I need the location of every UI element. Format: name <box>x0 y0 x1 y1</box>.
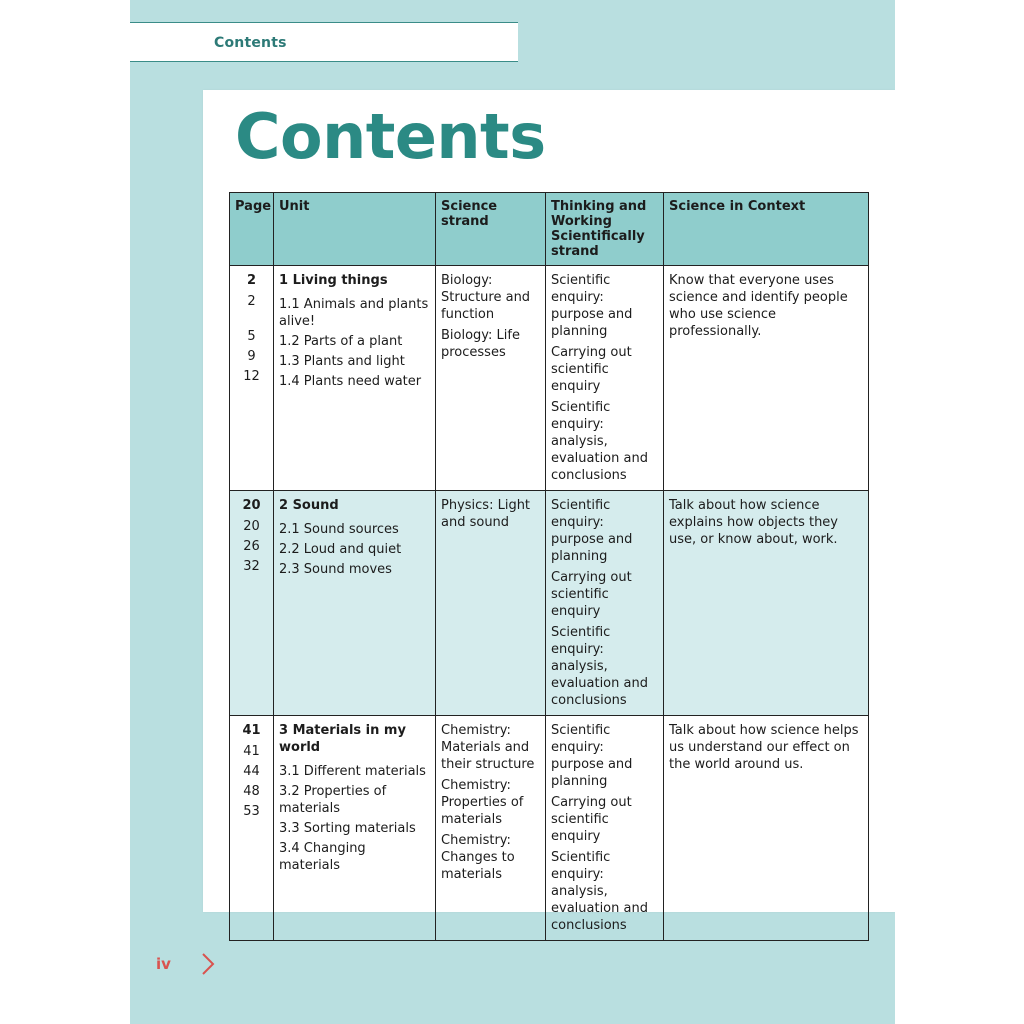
tws-item: Scientific enquiry: analysis, evaluation and conclusions <box>551 625 648 708</box>
subunit-page: 48 <box>243 784 260 799</box>
contents-table <box>229 192 869 941</box>
chevron-right-icon <box>200 951 216 984</box>
science-context-cell <box>664 716 869 941</box>
tws-item: Scientific enquiry: purpose and planning <box>551 273 633 339</box>
unit-page: 41 <box>242 723 261 738</box>
strand-item: Biology: Life processes <box>441 328 520 360</box>
subunit-title: 3.2 Properties of materials <box>279 784 387 816</box>
subunit-page: 12 <box>243 369 260 384</box>
subunit-title: 1.2 Parts of a plant <box>279 334 403 349</box>
context-text: Know that everyone uses science and identify people who use science professionally. <box>669 273 848 339</box>
header-science-context: Science in Context <box>664 193 869 266</box>
strand-item: Chemistry: Changes to materials <box>441 833 515 882</box>
header-thinking-working: Thinking and Working Scientifically strand <box>546 193 664 266</box>
subunit-title: 2.3 Sound moves <box>279 562 392 577</box>
science-strand-cell <box>436 491 546 716</box>
book-page <box>130 0 895 1024</box>
thinking-working-cell <box>546 491 664 716</box>
subunit-title: 1.3 Plants and light <box>279 354 405 369</box>
unit-cell <box>274 716 436 941</box>
subunit-page: 41 <box>243 744 260 759</box>
tws-item: Scientific enquiry: analysis, evaluation and conclusions <box>551 850 648 933</box>
page-cell <box>230 716 274 941</box>
subunit-title: 1.4 Plants need water <box>279 374 422 389</box>
unit-page: 20 <box>242 498 261 513</box>
subunit-page: 44 <box>243 764 260 779</box>
tws-item: Scientific enquiry: analysis, evaluation and conclusions <box>551 400 648 483</box>
page-cell <box>230 266 274 491</box>
content-sheet <box>203 90 895 933</box>
page-title: Contents <box>235 100 546 173</box>
unit-title: 2 Sound <box>279 498 339 513</box>
strand-item: Chemistry: Materials and their structure <box>441 723 535 772</box>
subunit-page: 26 <box>243 539 260 554</box>
subunit-page: 32 <box>243 559 260 574</box>
tws-item: Scientific enquiry: purpose and planning <box>551 723 633 789</box>
science-context-cell <box>664 491 869 716</box>
strand-item: Physics: Light and sound <box>441 498 531 530</box>
context-text: Talk about how science helps us understand our effect on the world around us. <box>669 723 859 772</box>
tws-item: Scientific enquiry: purpose and planning <box>551 498 633 564</box>
subunit-page: 2 <box>247 294 256 309</box>
subunit-title: 1.1 Animals and plants alive! <box>279 297 429 329</box>
tws-item: Carrying out scientific enquiry <box>551 570 632 619</box>
strand-item: Chemistry: Properties of materials <box>441 778 524 827</box>
table-row <box>230 491 869 716</box>
thinking-working-cell <box>546 716 664 941</box>
page-cell <box>230 491 274 716</box>
unit-cell <box>274 491 436 716</box>
unit-title: 1 Living things <box>279 273 388 288</box>
table-row <box>230 266 869 491</box>
table-row <box>230 716 869 941</box>
page-number: iv <box>156 955 171 973</box>
subunit-title: 2.2 Loud and quiet <box>279 542 402 557</box>
chevron-right-icon-svg <box>200 951 216 977</box>
unit-cell <box>274 266 436 491</box>
science-strand-cell <box>436 266 546 491</box>
header-unit: Unit <box>274 193 436 266</box>
subunit-title: 2.1 Sound sources <box>279 522 399 537</box>
unit-page: 2 <box>246 273 257 288</box>
table-header-row <box>230 193 869 266</box>
subunit-page: 5 <box>247 329 256 344</box>
unit-title: 3 Materials in my world <box>279 723 406 755</box>
tws-item: Carrying out scientific enquiry <box>551 795 632 844</box>
strand-item: Biology: Structure and function <box>441 273 531 322</box>
subunit-page: 20 <box>243 519 260 534</box>
subunit-title: 3.1 Different materials <box>279 764 426 779</box>
thinking-working-cell <box>546 266 664 491</box>
header-science-strand: Science strand <box>436 193 546 266</box>
subunit-title: 3.3 Sorting materials <box>279 821 416 836</box>
section-tab <box>130 22 518 62</box>
science-context-cell <box>664 266 869 491</box>
tws-item: Carrying out scientific enquiry <box>551 345 632 394</box>
subunit-page: 9 <box>247 349 256 364</box>
section-tab-label: Contents <box>214 35 287 51</box>
subunit-title: 3.4 Changing materials <box>279 841 366 873</box>
subunit-page: 53 <box>243 804 260 819</box>
context-text: Talk about how science explains how objects they use, or know about, work. <box>669 498 838 547</box>
science-strand-cell <box>436 716 546 941</box>
header-page: Page <box>230 193 274 266</box>
